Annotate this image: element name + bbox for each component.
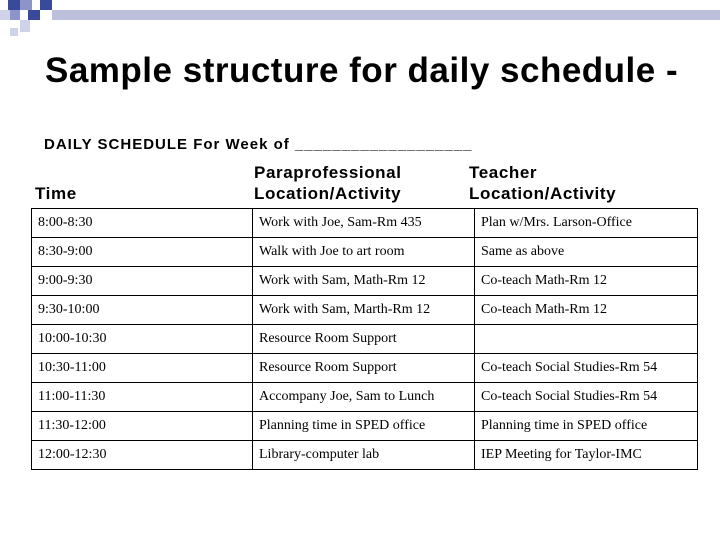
table-row — [32, 325, 698, 354]
teacher-cell: IEP Meeting for Taylor-IMC — [475, 441, 698, 470]
time-cell: 10:00-10:30 — [32, 325, 253, 354]
para-cell: Walk with Joe to art room — [253, 238, 475, 267]
corner-square-light — [20, 20, 30, 32]
teacher-cell: Co-teach Social Studies-Rm 54 — [475, 354, 698, 383]
time-cell: 12:00-12:30 — [32, 441, 253, 470]
time-cell: 11:30-12:00 — [32, 412, 253, 441]
column-header-teacher — [469, 162, 616, 204]
table-row — [32, 412, 698, 441]
corner-decoration — [0, 0, 720, 40]
header-line: Teacher — [469, 163, 538, 182]
para-cell: Library-computer lab — [253, 441, 475, 470]
teacher-cell: Planning time in SPED office — [475, 412, 698, 441]
para-cell: Resource Room Support — [253, 325, 475, 354]
time-cell: 9:30-10:00 — [32, 296, 253, 325]
header-line: Location/Activity — [469, 184, 617, 203]
table-row — [32, 383, 698, 412]
corner-square-light — [10, 28, 18, 36]
teacher-cell: Co-teach Math-Rm 12 — [475, 296, 698, 325]
teacher-cell: Co-teach Social Studies-Rm 54 — [475, 383, 698, 412]
corner-square-light — [0, 10, 10, 20]
table-row — [32, 209, 698, 238]
corner-square-dark — [8, 0, 20, 10]
header-line: Location/Activity — [254, 184, 402, 203]
para-cell: Work with Sam, Math-Rm 12 — [253, 267, 475, 296]
corner-square-dark — [28, 10, 40, 20]
para-cell: Planning time in SPED office — [253, 412, 475, 441]
corner-square-dark — [40, 0, 52, 10]
teacher-cell: Co-teach Math-Rm 12 — [475, 267, 698, 296]
time-cell: 8:30-9:00 — [32, 238, 253, 267]
para-cell: Work with Sam, Marth-Rm 12 — [253, 296, 475, 325]
column-header-time: Time — [35, 184, 77, 203]
header-band — [52, 10, 720, 20]
corner-square-mid — [10, 10, 20, 20]
time-cell: 11:00-11:30 — [32, 383, 253, 412]
column-header-paraprofessional — [254, 162, 402, 204]
schedule-table — [31, 208, 698, 470]
para-cell: Work with Joe, Sam-Rm 435 — [253, 209, 475, 238]
time-cell: 9:00-9:30 — [32, 267, 253, 296]
table-row — [32, 267, 698, 296]
teacher-cell: Plan w/Mrs. Larson-Office — [475, 209, 698, 238]
teacher-cell — [475, 325, 698, 354]
table-row — [32, 238, 698, 267]
time-cell: 8:00-8:30 — [32, 209, 253, 238]
header-line: Paraprofessional — [254, 163, 402, 182]
table-row — [32, 441, 698, 470]
table-row — [32, 296, 698, 325]
corner-square-mid — [20, 0, 32, 10]
para-cell: Accompany Joe, Sam to Lunch — [253, 383, 475, 412]
teacher-cell: Same as above — [475, 238, 698, 267]
para-cell: Resource Room Support — [253, 354, 475, 383]
time-cell: 10:30-11:00 — [32, 354, 253, 383]
table-row — [32, 354, 698, 383]
schedule-subtitle: DAILY SCHEDULE For Week of ___________________ — [44, 136, 473, 153]
page-title: Sample structure for daily schedule - — [45, 51, 679, 90]
